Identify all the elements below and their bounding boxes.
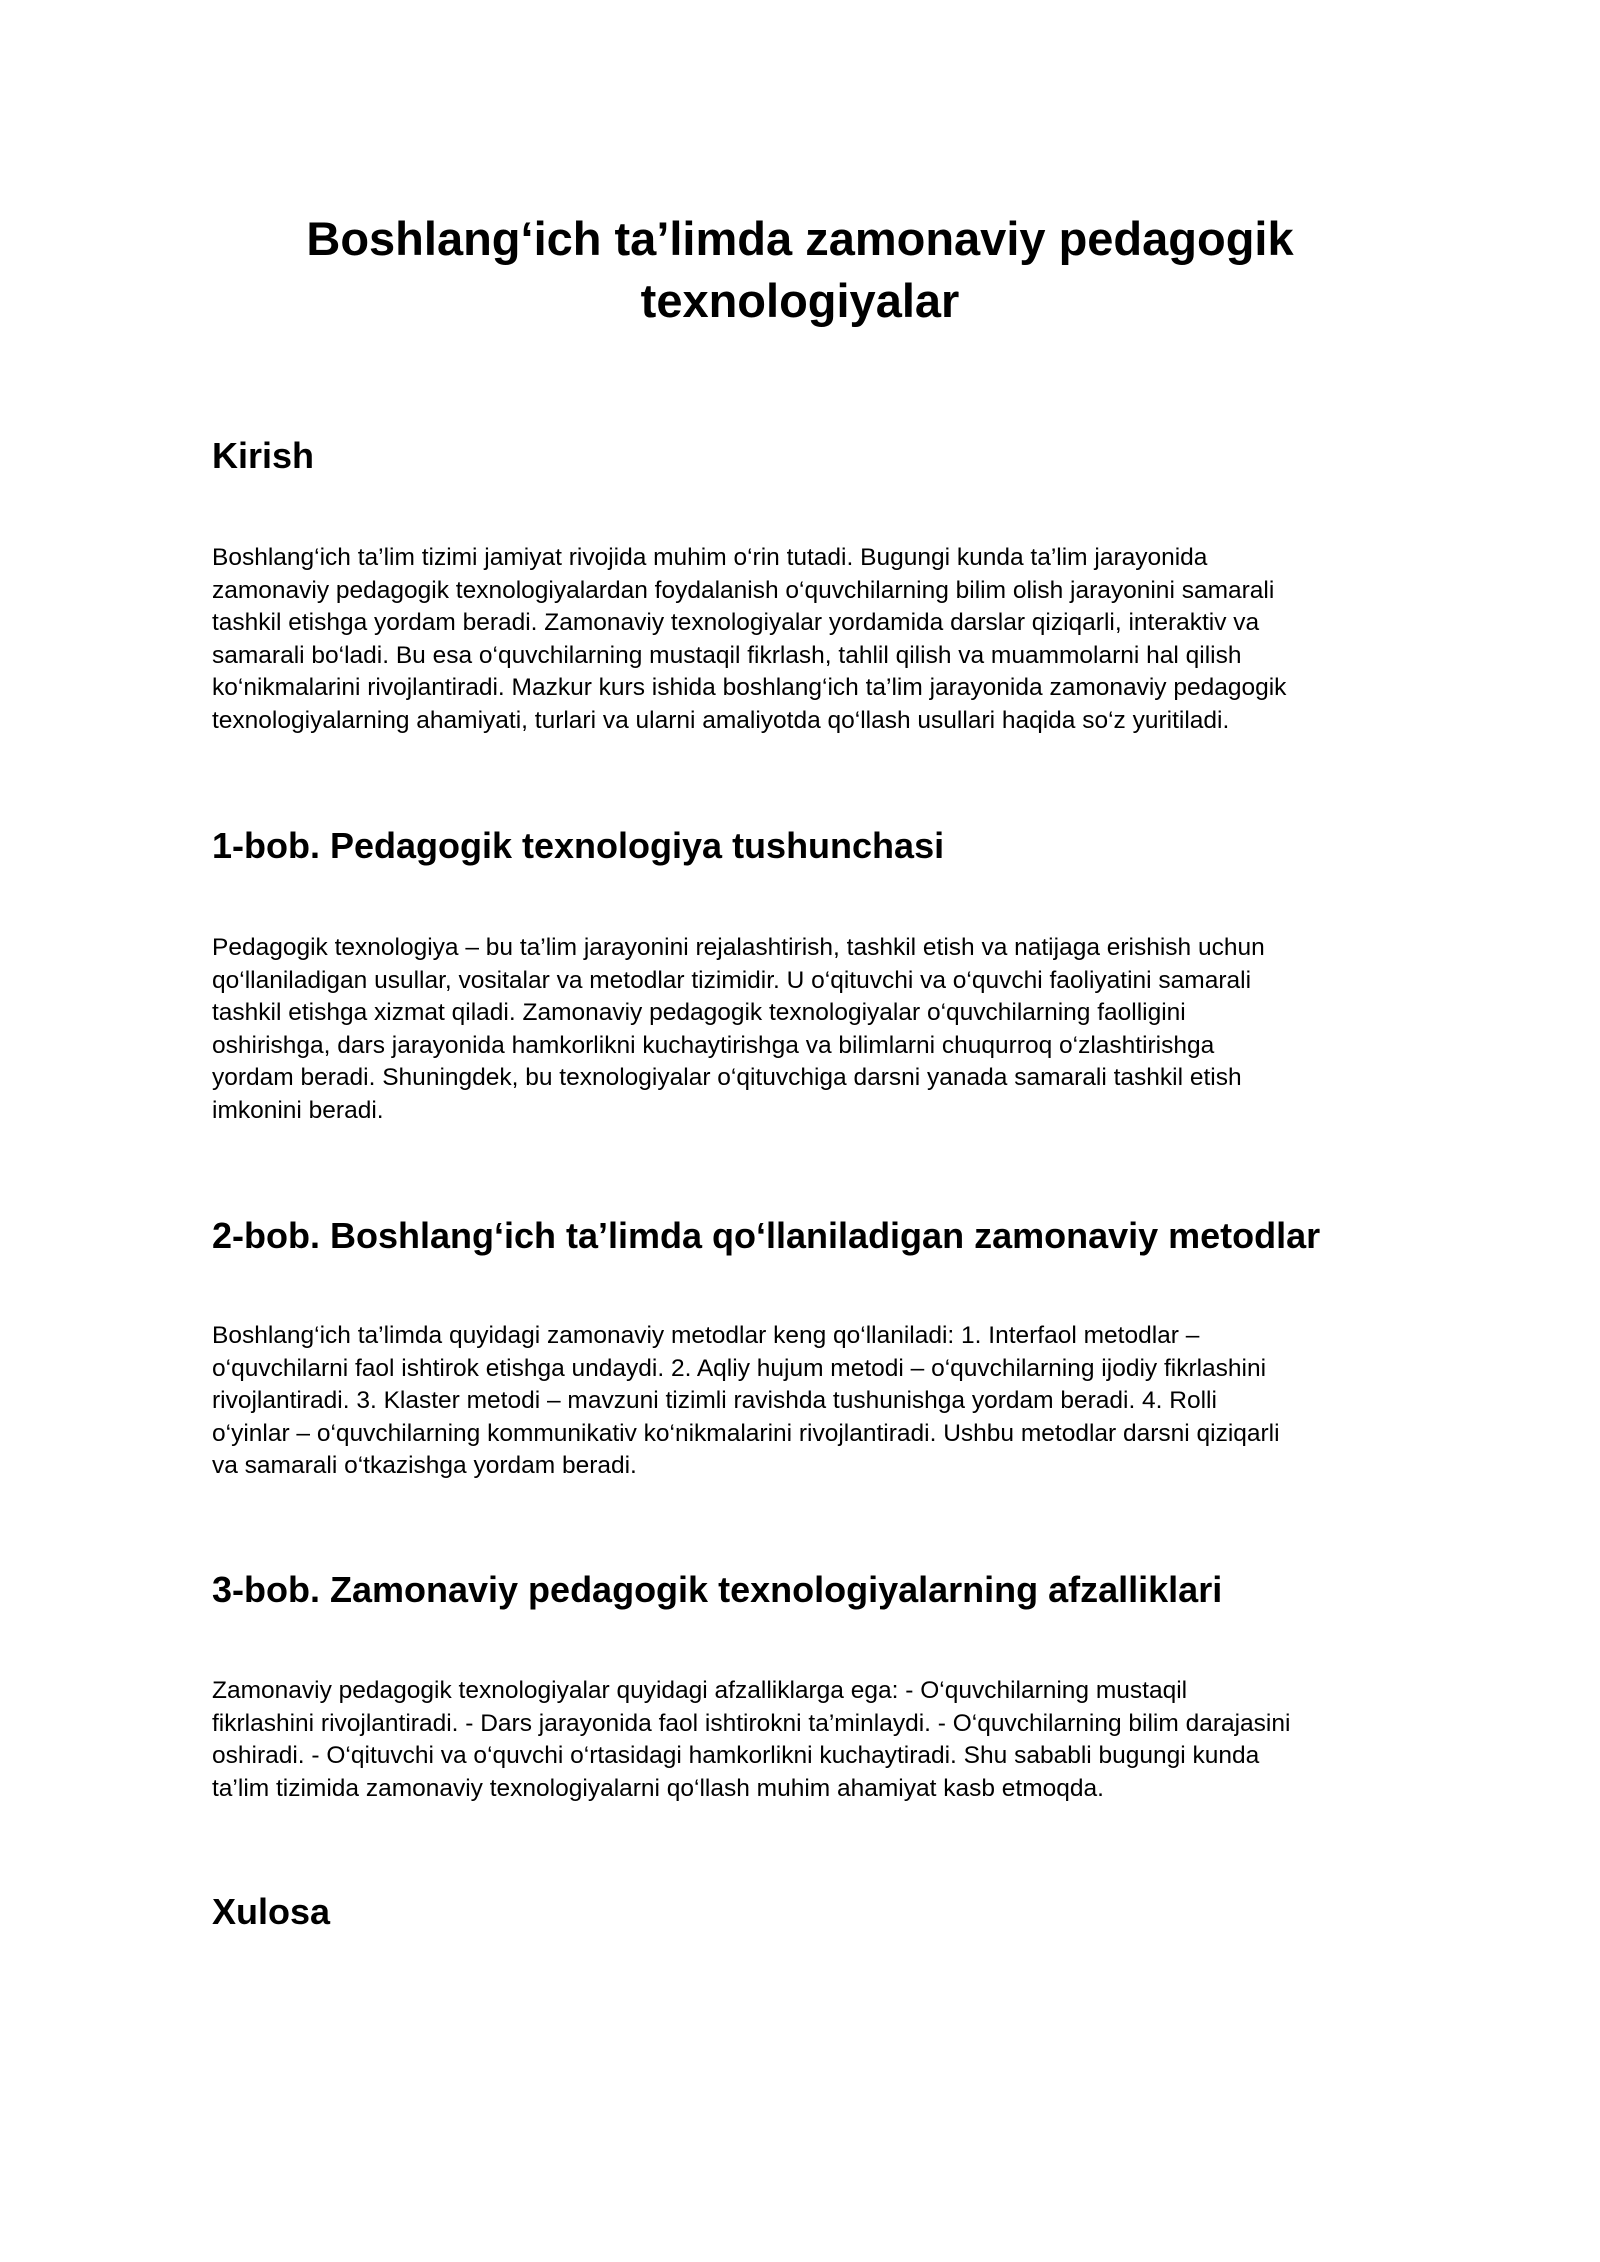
paragraph-line: tashkil etishga xizmat qiladi. Zamonaviy pedagogik texnologiyalar o‘quvchilarning faolligini: [212, 999, 1186, 1026]
paragraph-line: Boshlang‘ich ta’lim tizimi jamiyat rivojida muhim o‘rin tutadi. Bugungi kunda ta’lim jarayonida: [212, 544, 1208, 571]
paragraph-line: fikrlashini rivojlantiradi. - Dars jarayonida faol ishtirokni ta’minlaydi. - O‘quvchilarning bilim darajasini: [212, 1709, 1291, 1737]
section-paragraph-chapter-3: [212, 1675, 1412, 1805]
section-heading-xulosa: Xulosa: [212, 1891, 331, 1932]
section-paragraph-kirish: [212, 542, 1412, 737]
section-paragraph-chapter-1: [212, 932, 1412, 1127]
document-title: Boshlang‘ich ta’limda zamonaviy pedagogik texnologiyalar: [306, 212, 1294, 327]
paragraph-line: oshirishga, dars jarayonida hamkorlikni kuchaytirishga va bilimlarni chuqurroq o‘zlashtirishga: [212, 1031, 1215, 1059]
section-heading-kirish: Kirish: [212, 435, 315, 476]
section-heading-chapter-3: 3-bob. Zamonaviy pedagogik texnologiyalarning afzalliklari: [212, 1569, 1223, 1610]
paragraph-line: imkonini beradi.: [212, 1096, 384, 1124]
paragraph-line: texnologiyalarning ahamiyati, turlari va ularni amaliyotda qo‘llash usullari haqida so‘z yuritiladi.: [212, 706, 1230, 734]
paragraph-line: tashkil etishga yordam beradi. Zamonaviy texnologiyalar yordamida darslar qiziqarli, interaktiv va: [212, 609, 1260, 636]
paragraph-line: o‘yinlar – o‘quvchilarning kommunikativ ko‘nikmalarini rivojlantiradi. Ushbu metodlar darsni qiziqarli: [212, 1419, 1280, 1447]
paragraph-line: va samarali o‘tkazishga yordam beradi.: [212, 1452, 637, 1479]
paragraph-line: Pedagogik texnologiya – bu ta’lim jarayonini rejalashtirish, tashkil etish va natijaga erishish uchun: [212, 934, 1265, 961]
paragraph-line: qo‘llaniladigan usullar, vositalar va metodlar tizimidir. U o‘qituvchi va o‘quvchi faoliyatini samarali: [212, 966, 1252, 994]
paragraph-line: o‘quvchilarni faol ishtirok etishga undaydi. 2. Aqliy hujum metodi – o‘quvchilarning ijodiy fikrlashini: [212, 1354, 1267, 1382]
section-heading-chapter-1: 1-bob. Pedagogik texnologiya tushunchasi: [212, 825, 945, 866]
paragraph-line: ta’lim tizimida zamonaviy texnologiyalarni qo‘llash muhim ahamiyat kasb etmoqda.: [212, 1774, 1104, 1802]
paragraph-line: Boshlang‘ich ta’limda quyidagi zamonaviy metodlar keng qo‘llaniladi: 1. Interfaol metodlar –: [212, 1322, 1200, 1349]
paragraph-line: ko‘nikmalarini rivojlantiradi. Mazkur kurs ishida boshlang‘ich ta’lim jarayonida zamonaviy pedagogik: [212, 674, 1287, 701]
section-heading-chapter-2: 2-bob. Boshlang‘ich ta’limda qo‘llaniladigan zamonaviy metodlar: [212, 1215, 1321, 1256]
paragraph-line: Zamonaviy pedagogik texnologiyalar quyidagi afzalliklarga ega: - O‘quvchilarning mustaqil: [212, 1677, 1188, 1704]
paragraph-line: zamonaviy pedagogik texnologiyalardan foydalanish o‘quvchilarning bilim olish jarayonini samarali: [212, 576, 1275, 604]
paragraph-line: rivojlantiradi. 3. Klaster metodi – mavzuni tizimli ravishda tushunishga yordam beradi. 4. Rolli: [212, 1387, 1217, 1414]
paragraph-line: oshiradi. - O‘qituvchi va o‘quvchi o‘rtasidagi hamkorlikni kuchaytiradi. Shu sababli bugungi kunda: [212, 1742, 1260, 1769]
paragraph-line: samarali bo‘ladi. Bu esa o‘quvchilarning mustaqil fikrlash, tahlil qilish va muammolarni hal qilish: [212, 641, 1242, 669]
paragraph-line: yordam beradi. Shuningdek, bu texnologiyalar o‘qituvchiga darsni yanada samarali tashkil etish: [212, 1064, 1242, 1091]
section-paragraph-chapter-2: [212, 1320, 1412, 1483]
